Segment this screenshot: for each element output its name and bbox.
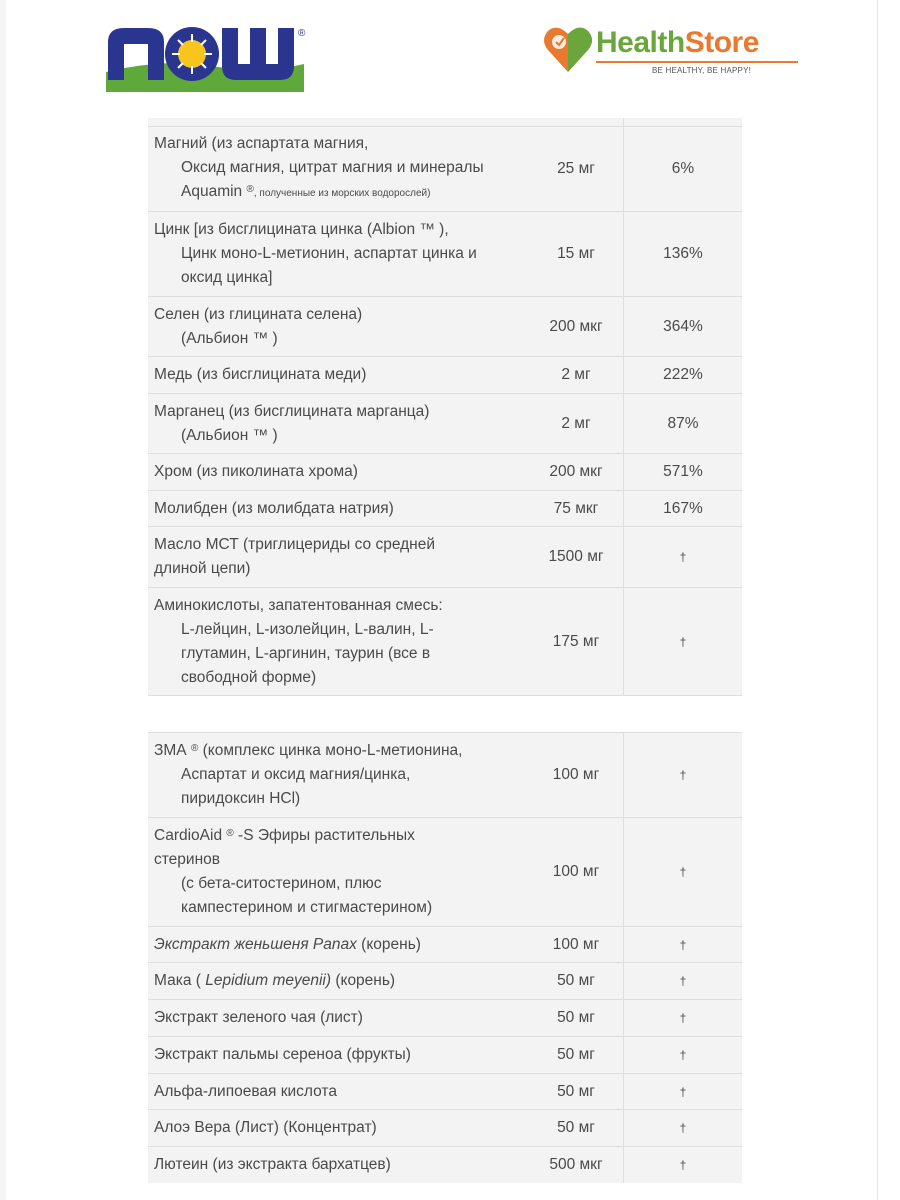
daily-value-cell: † xyxy=(623,527,742,587)
daily-value-cell: † xyxy=(623,733,742,817)
registered-mark: ® xyxy=(298,28,306,39)
daily-value-cell: † xyxy=(623,1074,742,1109)
ingredient-cell: Масло МСТ (триглицериды со средней длиной цепи) xyxy=(154,536,435,577)
table-row xyxy=(148,296,742,356)
daily-value-cell: † xyxy=(623,1110,742,1146)
amount-cell: 75 мкг xyxy=(553,499,599,517)
ingredient-cell: Алоэ Вера (Лист) (Концентрат) xyxy=(154,1119,377,1136)
amount-cell: 50 мг xyxy=(557,1119,595,1136)
now-logo xyxy=(104,20,319,95)
table-row xyxy=(148,490,742,526)
store-slogan: BE HEALTHY, BE HAPPY! xyxy=(652,66,752,75)
ingredient-cell: Медь (из бисглицината меди) xyxy=(154,366,367,383)
ingredient-cell: Лютеин (из экстракта бархатцев) xyxy=(154,1156,391,1173)
table-row xyxy=(148,587,742,695)
amount-cell: 100 мг xyxy=(552,935,600,953)
amount-cell: 50 мг xyxy=(557,972,595,989)
table-row xyxy=(148,126,742,211)
healthstore-wordmark: HealthStore xyxy=(596,26,759,59)
amount-cell: 50 мг xyxy=(557,1082,595,1100)
daily-value-cell: † xyxy=(623,818,742,926)
ingredient-cell: Аминокислоты, запатентованная смесь: L-лейцин, L-изолейцин, L-валин, L- глутамин, L-аргинин, таурин (все в свободной форме) xyxy=(154,596,443,686)
table-row xyxy=(148,1146,742,1183)
table-row xyxy=(148,1073,742,1109)
daily-value-cell: 6% xyxy=(623,127,742,211)
daily-value-cell: 571% xyxy=(623,454,742,490)
amount-cell: 2 мг xyxy=(561,414,591,432)
daily-value-cell: 136% xyxy=(623,212,742,296)
daily-value-cell: † xyxy=(623,963,742,999)
amount-cell: 200 мкг xyxy=(549,463,603,480)
ingredient-cell: Цинк [из бисглицината цинка (Albion ™ ), Цинк моно-L-метионин, аспартат цинка и оксид цинка] xyxy=(154,221,477,286)
amount-cell: 2 мг xyxy=(561,366,591,383)
amount-cell: 15 мг xyxy=(557,245,595,262)
amount-cell: 25 мг xyxy=(557,160,595,177)
table-row xyxy=(148,453,742,490)
heart-icon xyxy=(542,22,594,76)
amount-cell: 100 мг xyxy=(552,766,600,783)
ingredient-cell: Альфа-липоевая кислота xyxy=(154,1082,337,1100)
ingredient-cell: Мака ( Lepidium meyenii) (корень) xyxy=(154,972,396,989)
daily-value-cell: † xyxy=(623,1037,742,1073)
table-top-strip xyxy=(148,118,742,126)
table-row xyxy=(148,926,742,962)
amount-cell: 50 мг xyxy=(557,1009,595,1026)
ingredient-cell: Хром (из пиколината хрома) xyxy=(154,463,358,480)
daily-value-cell: 87% xyxy=(623,394,742,453)
amount-cell: 200 мкг xyxy=(549,317,603,335)
table-row xyxy=(148,732,742,817)
table-row xyxy=(148,1109,742,1146)
ingredient-cell: Магний (из аспартата магния, Оксид магния, цитрат магния и минералы Aquamin ®, полученные из морских водорослей) xyxy=(154,135,484,200)
ingredient-cell: Экстракт зеленого чая (лист) xyxy=(154,1009,363,1026)
healthstore-logo xyxy=(542,22,804,80)
logo-underline xyxy=(596,61,798,63)
table-row xyxy=(148,211,742,296)
daily-value-cell: 167% xyxy=(623,491,742,526)
supplement-facts-table xyxy=(148,118,742,1183)
table-row xyxy=(148,817,742,926)
right-edge xyxy=(877,0,878,1200)
daily-value-cell: † xyxy=(623,1000,742,1036)
daily-value-cell: † xyxy=(623,927,742,962)
table-row xyxy=(148,962,742,999)
daily-value-cell: 364% xyxy=(623,297,742,356)
ingredient-cell: Селен (из глицината селена) (Альбион ™ ) xyxy=(154,305,363,347)
blank-separator-row xyxy=(148,695,742,732)
table-row xyxy=(148,393,742,453)
ingredient-cell: CardioAid ® -S Эфиры растительных стеринов (с бета-ситостерином, плюс кампестерином и стигмастерином) xyxy=(154,827,433,916)
ingredient-cell: Экстракт пальмы сереноа (фрукты) xyxy=(154,1046,411,1063)
amount-cell: 100 мг xyxy=(552,863,600,880)
left-edge xyxy=(0,0,6,1200)
ingredient-cell: Экстракт женьшеня Panax (корень) xyxy=(154,935,421,953)
ingredient-cell: Молибден (из молибдата натрия) xyxy=(154,499,394,517)
amount-cell: 1500 мг xyxy=(548,548,604,565)
ingredient-cell: Марганец (из бисглицината марганца) (Альбион ™ ) xyxy=(154,402,430,444)
daily-value-cell: 222% xyxy=(623,357,742,393)
amount-cell: 175 мг xyxy=(552,632,600,650)
table-row xyxy=(148,999,742,1036)
daily-value-cell: † xyxy=(623,588,742,695)
daily-value-cell: † xyxy=(623,1147,742,1183)
amount-cell: 500 мкг xyxy=(549,1156,603,1173)
table-row xyxy=(148,526,742,587)
ingredient-cell: ЗМА ® (комплекс цинка моно-L-метионина, Аспартат и оксид магния/цинка, пиридоксин HCl) xyxy=(154,742,463,807)
table-row xyxy=(148,1036,742,1073)
amount-cell: 50 мг xyxy=(557,1046,595,1063)
table-row xyxy=(148,356,742,393)
